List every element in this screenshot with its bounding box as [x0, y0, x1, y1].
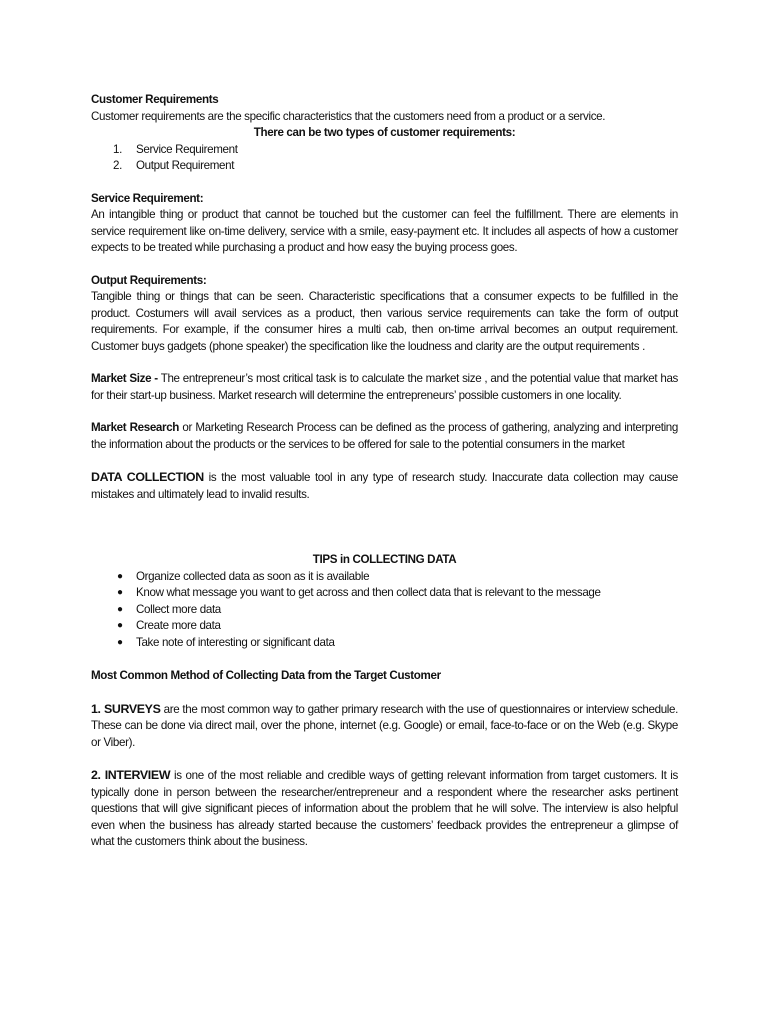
market-research-paragraph [91, 420, 678, 453]
bullet-icon: ● [117, 620, 123, 631]
customer-requirements-heading: Customer Requirements [91, 93, 219, 106]
list-item: 2. Output Requirement [113, 159, 235, 172]
output-requirements-heading: Output Requirements: [91, 273, 207, 287]
requirement-types-list [91, 142, 678, 175]
tips-heading: TIPS in COLLECTING DATA [312, 553, 457, 566]
market-size-body: The entrepreneur’s most critical task is to calculate the market size , and the potential value that market has for their start-up business. Market research will determine the entrepreneurs’ possible customers in one locality. [91, 372, 678, 402]
surveys-term: 1. SURVEYS [91, 701, 161, 716]
list-item: 1. Service Requirement [113, 142, 238, 156]
list-item: ● Take note of interesting or significant data [91, 635, 678, 652]
surveys-paragraph [91, 701, 678, 752]
bullet-icon: ● [117, 587, 123, 598]
list-item: ● Collect more data [91, 602, 678, 619]
interview-paragraph [91, 767, 678, 851]
market-size-paragraph [91, 371, 678, 404]
bullet-icon: ● [117, 636, 123, 648]
list-item: ● Organize collected data as soon as it is available [91, 569, 678, 586]
data-collection-body: is the most valuable tool in any type of research study. Inaccurate data collection may cause mistakes and ultimately lead to invalid results. [91, 471, 679, 501]
data-collection-term: DATA COLLECTION [91, 470, 204, 484]
methods-heading: Most Common Method of Collecting Data from the Target Customer [91, 669, 441, 682]
market-research-term: Market Research [91, 421, 180, 434]
list-item: ● Create more data [91, 618, 678, 635]
interview-term: 2. INTERVIEW [91, 768, 171, 782]
market-size-term: Market Size - [91, 372, 158, 385]
tips-list [91, 569, 678, 652]
surveys-body: are the most common way to gather primary research with the use of questionnaires or interview schedule. These can be done via direct mail, over the phone, internet (e.g. Google) or email, face-to-face or on the Web (e.g. Skype or Viber). [91, 702, 678, 749]
data-collection-paragraph [91, 469, 678, 503]
output-requirements-body: Tangible thing or things that can be seen. Characteristic specifications that a consumer expects to be fulfilled in the product. Costumers will avail services as a product, then various service requirements can take the form of output requirements. For example, if the consumer hires a multi cab, then on-time arrival becomes an output requirement. Customer buys gadgets (phone speaker) the specification like the loudness and clarity are the output requirements . [91, 290, 678, 353]
interview-body: is one of the most reliable and credible ways of getting relevant information from target customers. It is typically done in person between the researcher/entrepreneur and a respondent where the researcher asks pertinent questions that will give significant pieces of information about the problem that he will solve. The interview is also helpful even when the business has already started because the customers’ feedback provides the entrepreneur a glimpse of what the customers think about the business. [91, 769, 678, 848]
service-requirement-body: An intangible thing or product that cannot be touched but the customer can feel the fulfillment. There are elements in service requirement like on-time delivery, service with a smile, easy-payment etc. It includes all aspects of how a customer expects to be treated while purchasing a product and how easy the buying process goes. [91, 208, 678, 254]
market-research-body: or Marketing Research Process can be defined as the process of gathering, analyzing and interpreting the information about the products or the services to be offered for sale to the potential consumers in the market [91, 421, 678, 451]
customer-requirements-definition: Customer requirements are the specific characteristics that the customers need from a product or a service. [91, 109, 606, 123]
list-item: ● Know what message you want to get across and then collect data that is relevant to the message [91, 585, 678, 602]
bullet-icon: ● [117, 570, 123, 582]
bullet-icon: ● [117, 603, 123, 615]
requirement-types-intro: There can be two types of customer requirements: [253, 126, 516, 139]
service-requirement-heading: Service Requirement: [91, 191, 204, 205]
